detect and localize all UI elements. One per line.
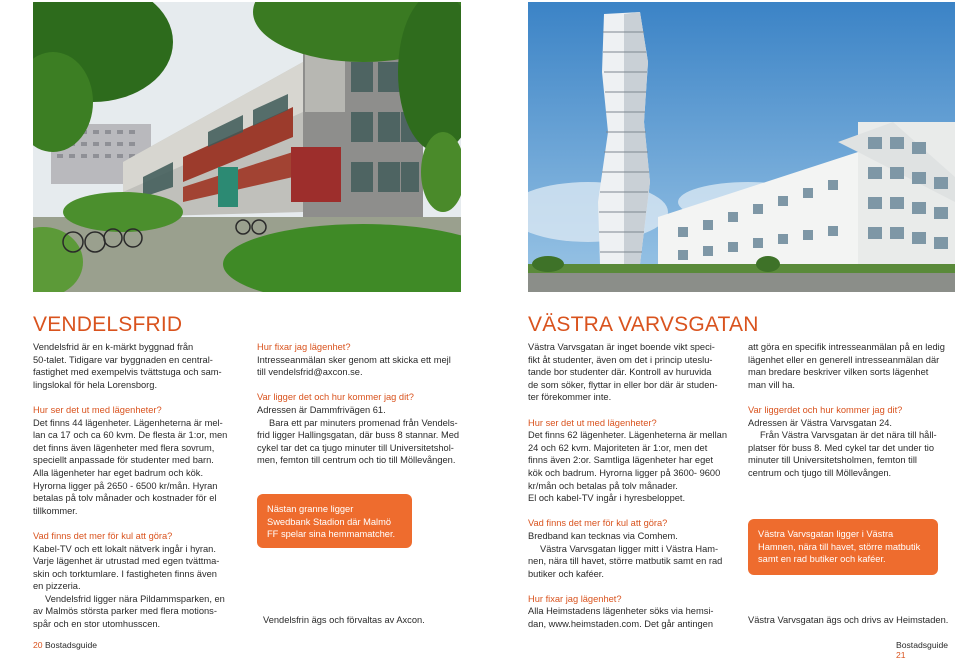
text-line: kr/mån och betalas på tolv månader. xyxy=(528,480,678,491)
callout-line: Hamnen, nära till havet, större matbutik xyxy=(758,541,921,552)
text-line: speciellt anpassade för studenter med barn. xyxy=(33,455,214,466)
vendelsfrid-owner-note: Vendelsfrin ägs och förvaltas av Axcon. xyxy=(263,615,425,625)
subheading: Var liggerdet och hur kommer jag dit? xyxy=(748,404,903,415)
text-line: de som söker, flyttar in eller bor där är studen- xyxy=(528,379,718,390)
subheading: Var ligger det och hur kommer jag dit? xyxy=(257,392,414,403)
text-line: Det finns 62 lägenheter. Lägenheterna är mellan xyxy=(528,430,727,441)
text-line: ter förekommer inte. xyxy=(528,392,612,403)
callout-line: FF spelar sina hemmamatcher. xyxy=(267,529,396,540)
subheading: Hur fixar jag lägenhet? xyxy=(257,342,351,352)
page-number-left: 20 xyxy=(33,640,43,650)
paragraph-gap xyxy=(528,505,738,518)
footer-label-left: Bostadsguide xyxy=(44,640,98,650)
text-line: lingslokal för hela Lorensborg. xyxy=(33,379,158,390)
paragraph-gap xyxy=(257,379,482,392)
text-line: fikt åt studenter, även om det i princip uteslu- xyxy=(528,354,713,365)
text-line: Från Västra Varvsgatan är det nära till håll- xyxy=(760,430,937,441)
text-line: Alla Heimstadens lägenheter söks via hemsi- xyxy=(528,606,714,617)
footer-right xyxy=(896,640,959,660)
text-line: dan, www.heimstaden.com. Det går antingen xyxy=(528,619,714,630)
text-line: platser för buss 8. Med cykel tar det under tio xyxy=(748,442,935,453)
text-line: Bara ett par minuters promenad från Vendels- xyxy=(269,417,458,428)
subheading: Hur ser det ut med lägenheter? xyxy=(33,404,162,415)
text-line: Adressen är Västra Varvsgatan 24. xyxy=(748,417,893,428)
text-line: Adressen är Dammfrivägen 61. xyxy=(257,404,386,415)
text-line: centrum och tjugo till Möllevången. xyxy=(748,467,892,478)
text-line: det finns även lägenheter med flera sovrum, xyxy=(33,442,215,453)
text-line: Alla lägenheter har eget badrum och kök. xyxy=(33,467,204,478)
text-line: butiker och kaféer. xyxy=(528,568,604,579)
text-line: till vendelsfrid@axcon.se. xyxy=(257,367,363,378)
paragraph-gap xyxy=(528,404,738,417)
vastra-varvsgatan-text-column-1 xyxy=(528,341,738,631)
vendelsfrid-text-column-2 xyxy=(257,341,482,467)
text-line: tande bor studenter där. Kontroll av huruvida xyxy=(528,367,712,378)
text-line: El och kabel-TV ingår i hyresbeloppet. xyxy=(528,493,686,504)
text-line: kök och badrum. Hyrorna ligger på 3600- 9600 xyxy=(528,467,721,478)
text-line: frid ligger Hallingsgatan, där buss 8 stannar. Med xyxy=(257,430,460,441)
text-line: lan ca 17 och ca 60 kvm. De flesta är 1:or, men xyxy=(33,430,228,441)
text-line: Vendelsfrid ligger nära Pildammsparken, en xyxy=(45,593,225,604)
text-line: finns även 2:or. Samtliga lägenheter har eget xyxy=(528,455,714,466)
page-heading-vendelsfrid: VENDELSFRID xyxy=(33,313,183,336)
text-line: nen, nära till havet, större matbutik samt en rad xyxy=(528,556,723,567)
text-line: Det finns 44 lägenheter. Lägenheterna är mel- xyxy=(33,417,223,428)
paragraph-gap xyxy=(33,391,243,404)
text-line: 50-talet. Tidigare var byggnaden en central- xyxy=(33,354,213,365)
text-line: betalas på tolv månader och kostnader för el xyxy=(33,493,217,504)
text-line: skin och torktumlare. I fastigheten finns även xyxy=(33,568,217,579)
subheading: Vad finns det mer för kul att göra? xyxy=(528,518,668,529)
page-heading-vastra-varvsgatan: VÄSTRA VARVSGATAN xyxy=(528,313,759,336)
text-line: fastighet med exempelvis tvättstuga och sam- xyxy=(33,367,222,378)
callout-line: Nästan granne ligger xyxy=(267,504,354,514)
text-line: Vendelsfrid är en k-märkt byggnad från xyxy=(33,342,194,352)
text-line: Intresseanmälan sker genom att skicka ett mejl xyxy=(257,354,451,365)
callout-line: Västra Varvsgatan ligger i Västra xyxy=(758,529,894,539)
text-line: Hyrorna ligger på 2650 - 6500 kr/mån. Hyran xyxy=(33,480,218,491)
text-line: cykel tar det ca tjugo minuter till Universitetshol- xyxy=(257,442,454,453)
vastra-varvsgatan-callout xyxy=(748,519,938,575)
text-line: minuter till Universitetsholmen, femton till xyxy=(748,455,917,466)
vastra-varvsgatan-photo xyxy=(528,2,955,292)
text-line: 24 och 62 kvm. Majoriteten är 1:or, men det xyxy=(528,442,708,453)
vastra-varvsgatan-text-column-2 xyxy=(748,341,953,480)
subheading: Hur ser det ut med lägenheter? xyxy=(528,417,657,428)
vendelsfrid-photo xyxy=(33,2,461,292)
text-line: lägenhet eller en generell intresseanmälan där xyxy=(748,354,940,365)
text-line: man bredare beskriver vilken sorts lägenhet xyxy=(748,367,929,378)
callout-line: Swedbank Stadion där Malmö xyxy=(267,516,392,527)
vastra-varvsgatan-owner-note: Västra Varvsgatan ägs och drivs av Heimstaden. xyxy=(748,615,949,625)
text-line: en pizzeria. xyxy=(33,581,81,592)
vendelsfrid-text-column-1 xyxy=(33,341,243,631)
text-line: av Malmös största parker med flera motions- xyxy=(33,606,217,617)
footer-label-right: Bostadsguide xyxy=(896,640,949,650)
text-line: Västra Varvsgatan är inget boende vikt speci- xyxy=(528,342,715,352)
page-number-right: 21 xyxy=(896,650,906,660)
text-line: Kabel-TV och ett lokalt nätverk ingår i hyran. xyxy=(33,543,216,554)
text-line: spår och en stor utomhusscen. xyxy=(33,619,161,630)
text-line: Varje lägenhet är utrustad med egen tvättma- xyxy=(33,556,220,567)
vendelsfrid-callout xyxy=(257,494,412,548)
paragraph-gap xyxy=(33,517,243,530)
text-line: Bredband kan tecknas via Comhem. xyxy=(528,530,678,541)
text-line: men, femton till centrum och tio till Möllevången. xyxy=(257,455,456,466)
text-line: man vill ha. xyxy=(748,379,796,390)
text-line: att göra en specifik intresseanmälan på en ledig xyxy=(748,342,945,352)
paragraph-gap xyxy=(748,391,953,404)
text-line: Västra Varvsgatan ligger mitt i Västra Ham- xyxy=(540,543,719,554)
subheading: Vad finns det mer för kul att göra? xyxy=(33,530,173,541)
footer-left xyxy=(33,640,97,650)
text-line: tillkommer. xyxy=(33,505,78,516)
paragraph-gap xyxy=(528,580,738,593)
callout-line: samt en rad butiker och kaféer. xyxy=(758,554,886,565)
subheading: Hur fixar jag lägenhet? xyxy=(528,593,622,604)
